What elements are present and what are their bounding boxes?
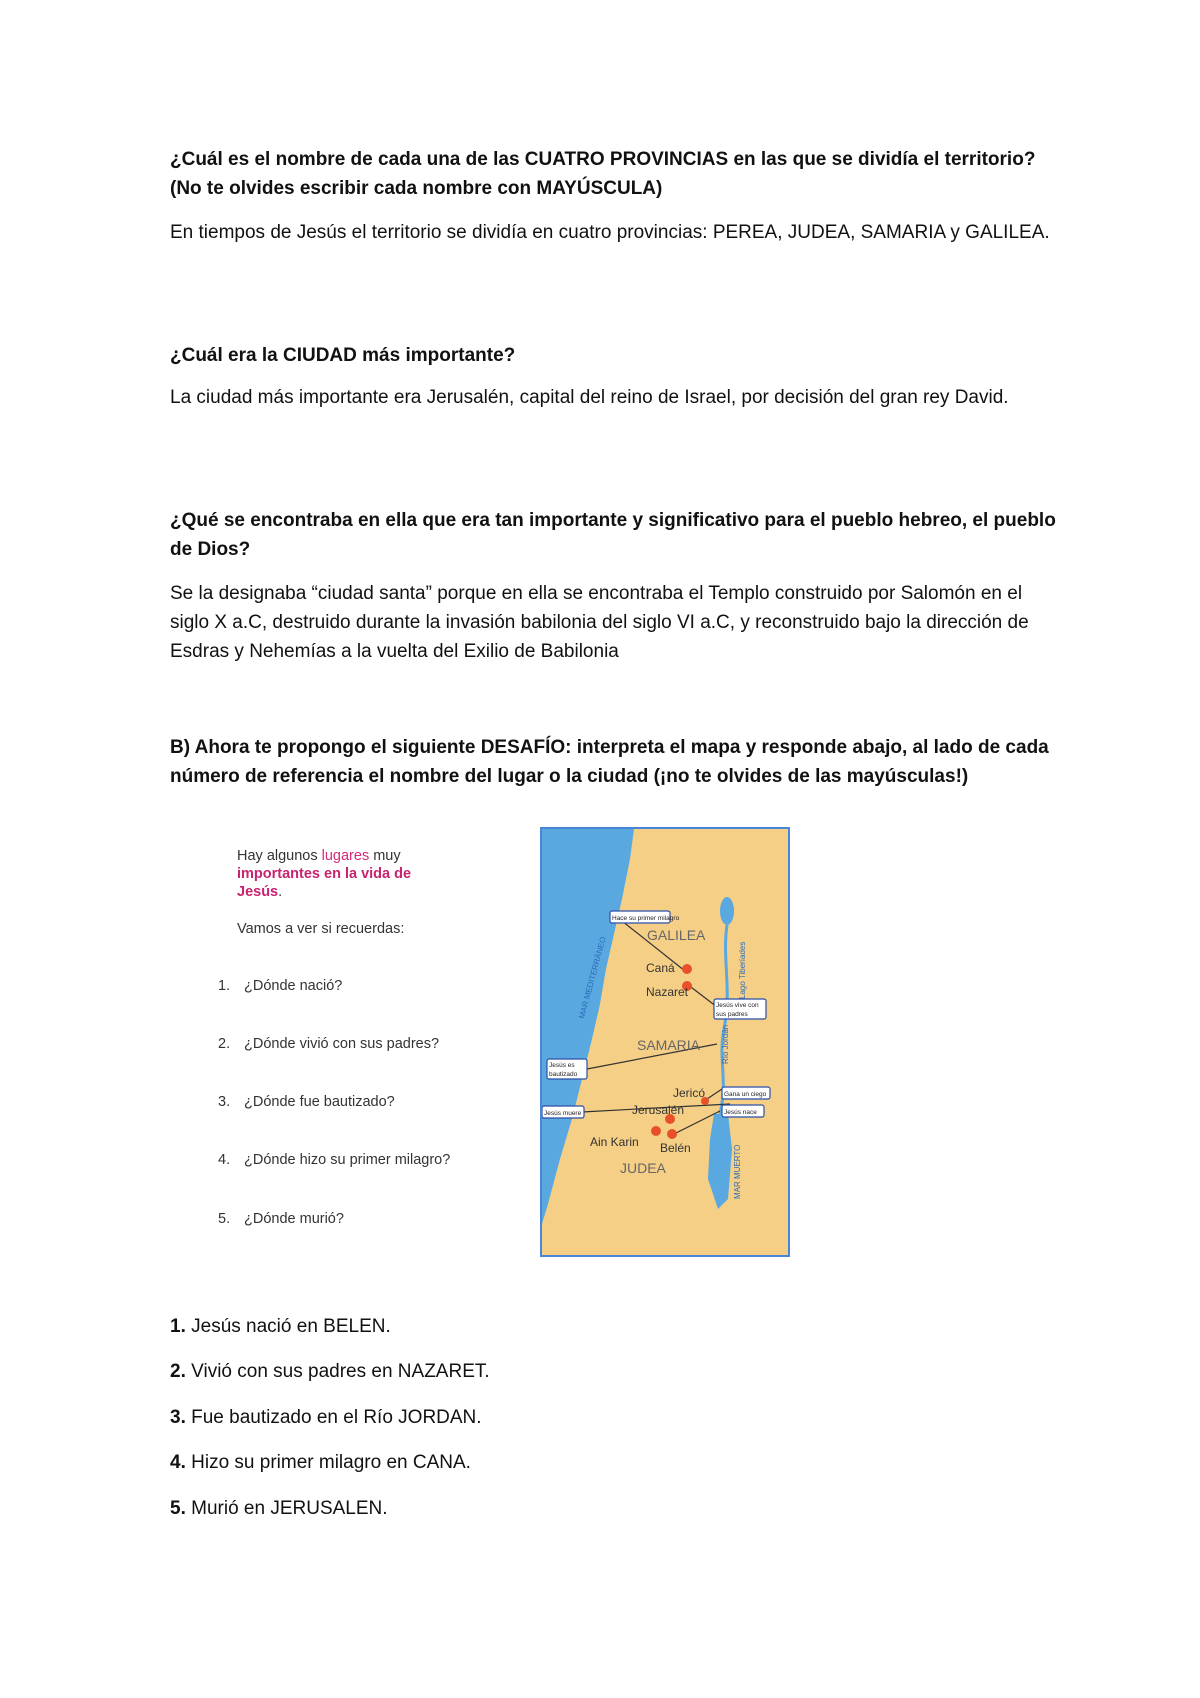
label-blind: Gana un ciego [724,1091,767,1098]
dot-ain-karin [651,1126,661,1136]
region-galilea: GALILEA [647,927,706,943]
region-judea: JUDEA [620,1160,666,1176]
water-mediterranean: MAR MEDITERRÁNEO [577,935,608,1020]
place-ain-karin: Ain Karin [590,1135,639,1149]
region-samaria: SAMARIA [637,1037,701,1053]
dot-cana [682,964,692,974]
label-baptism-2: bautizado [549,1071,578,1078]
quiz-item-5: 5. ¿Dónde murió? [218,1211,344,1227]
label-parents-2: sus padres [716,1011,748,1018]
water-dead-sea: MAR MUERTO [733,1144,742,1199]
dot-belen [667,1129,677,1139]
place-cana: Caná [646,961,675,975]
place-belen: Belén [660,1141,691,1155]
challenge-instruction: B) Ahora te propongo el siguiente DESAFÍO: interpreta el mapa y responde abajo, al lado de cada número de referencia el nombre del lugar o la ciudad (¡no te olvides de las mayúsculas!) [170,737,1049,787]
label-baptism-1: Jesús es [549,1062,575,1069]
place-jerusalen: Jerusalén [632,1103,685,1117]
quiz-panel [205,827,505,1262]
place-jerico: Jericó [673,1086,706,1100]
answer-item-3: 3. Fue bautizado en el Río JORDAN. [170,1407,482,1428]
palestine-map [540,827,790,1257]
quiz-item-4: 4. ¿Dónde hizo su primer milagro? [218,1152,451,1168]
label-miracle: Hace su primer milagro [612,915,680,922]
answer-city: La ciudad más importante era Jerusalén, capital del reino de Israel, por decisión del gran rey David. [170,387,1009,408]
lake-tiberias [720,897,734,925]
question-city: ¿Cuál era la CIUDAD más importante? [170,345,516,366]
question-significance: ¿Qué se encontraba en ella que era tan importante y significativo para el pueblo hebreo, el pueblo de Dios? [170,510,1056,560]
quiz-item-3: 3. ¿Dónde fue bautizado? [218,1094,395,1110]
quiz-intro: Hay algunos lugares muy importantes en la vida de Jesús. [237,848,412,900]
answer-item-4: 4. Hizo su primer milagro en CANA. [170,1452,471,1473]
question-provinces: ¿Cuál es el nombre de cada una de las CUATRO PROVINCIAS en las que se dividía el territorio? (No te olvides escribir cada nombre con MAYÚSCULA) [170,149,1036,199]
quiz-item-1: 1. ¿Dónde nació? [218,978,343,994]
water-tiberias: Lago Tiberíades [738,941,747,999]
answer-item-2: 2. Vivió con sus padres en NAZARET. [170,1361,490,1382]
quiz-subtitle: Vamos a ver si recuerdas: [237,921,405,937]
answer-significance: Se la designaba “ciudad santa” porque en ella se encontraba el Templo construido por Salomón en el siglo X a.C, destruido durante la invasión babilonia del siglo VI a.C, y reconstruido bajo la dirección de Esdras y Nehemías a la vuelta del Exilio de Babilonia [170,583,1029,662]
map-figure [205,827,790,1262]
label-death: Jesús muere [544,1110,582,1117]
answer-item-5: 5. Murió en JERUSALEN. [170,1498,388,1519]
dead-sea [708,1114,732,1209]
map-drawing [542,829,790,1257]
water-jordan: Río Jordán [721,1024,730,1064]
label-birth: Jesús nace [724,1109,757,1116]
label-parents-1: Jesús vive con [716,1002,759,1009]
quiz-item-2: 2. ¿Dónde vivió con sus padres? [218,1036,440,1052]
answer-provinces: En tiempos de Jesús el territorio se dividía en cuatro provincias: PEREA, JUDEA, SAMARIA y GALILEA. [170,222,1050,243]
place-nazaret: Nazaret [646,985,689,999]
answer-item-1: 1. Jesús nació en BELEN. [170,1316,391,1337]
